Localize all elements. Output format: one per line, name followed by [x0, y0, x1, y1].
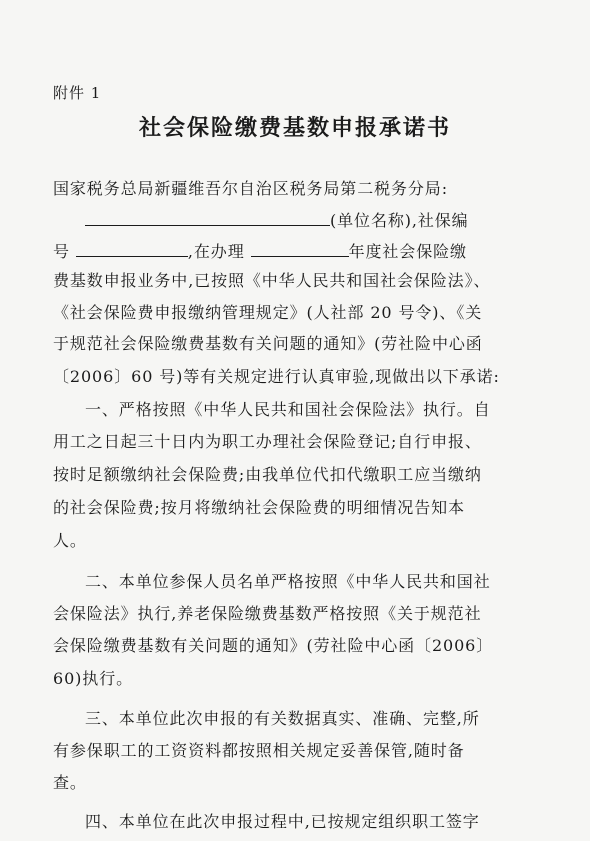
unit-name-suffix: (单位名称),社保编 [330, 211, 469, 230]
clause-1: 一、严格按照《中华人民共和国社会保险法》执行。自 [85, 400, 491, 419]
body-line: 于规范社会保险缴费基数有关问题的通知》(劳社险中心函 [53, 334, 483, 353]
body-line: 人。 [53, 531, 87, 550]
body-line: 有参保职工的工资资料都按照相关规定妥善保管,随时备 [53, 741, 465, 760]
unit-name-line [53, 211, 469, 229]
unit-name-blank [85, 211, 330, 226]
number-prefix: 号 [53, 242, 70, 261]
year-blank [251, 242, 349, 257]
body-line: 60)执行。 [53, 669, 134, 688]
body-line: 会保险缴费基数有关问题的通知》(劳社险中心函〔2006〕 [53, 636, 494, 655]
handling-text: ,在办理 [187, 242, 245, 261]
body-line: 〔2006〕60 号)等有关规定进行认真审验,现做出以下承诺: [53, 367, 500, 386]
body-line: 按时足额缴纳社会保险费;由我单位代扣代缴职工应当缴纳 [53, 465, 482, 484]
social-security-no-line [53, 242, 467, 260]
attachment-label: 附件 1 [53, 84, 102, 102]
clause-4: 四、本单位在此次申报过程中,已按规定组织职工签字 [85, 812, 480, 831]
clause-3: 三、本单位此次申报的有关数据真实、准确、完整,所 [85, 709, 480, 728]
body-line: 用工之日起三十日内为职工办理社会保险登记;自行申报、 [53, 432, 482, 451]
body-line: 查。 [53, 773, 87, 792]
document-title: 社会保险缴费基数申报承诺书 [138, 115, 451, 141]
year-suffix: 年度社会保险缴 [348, 242, 467, 261]
clause-2: 二、本单位参保人员名单严格按照《中华人民共和国社 [85, 572, 491, 591]
addressee: 国家税务总局新疆维吾尔自治区税务局第二税务分局: [53, 179, 448, 198]
body-line: 《社会保险费申报缴纳管理规定》(人社部 20 号令)、《关 [53, 303, 483, 322]
body-line: 的社会保险费;按月将缴纳社会保险费的明细情况告知本 [53, 498, 465, 517]
body-line: 费基数申报业务中,已按照《中华人民共和国社会保险法》、 [53, 271, 491, 290]
social-security-no-blank [76, 242, 188, 257]
body-line: 会保险法》执行,养老保险缴费基数严格按照《关于规范社 [53, 604, 482, 623]
